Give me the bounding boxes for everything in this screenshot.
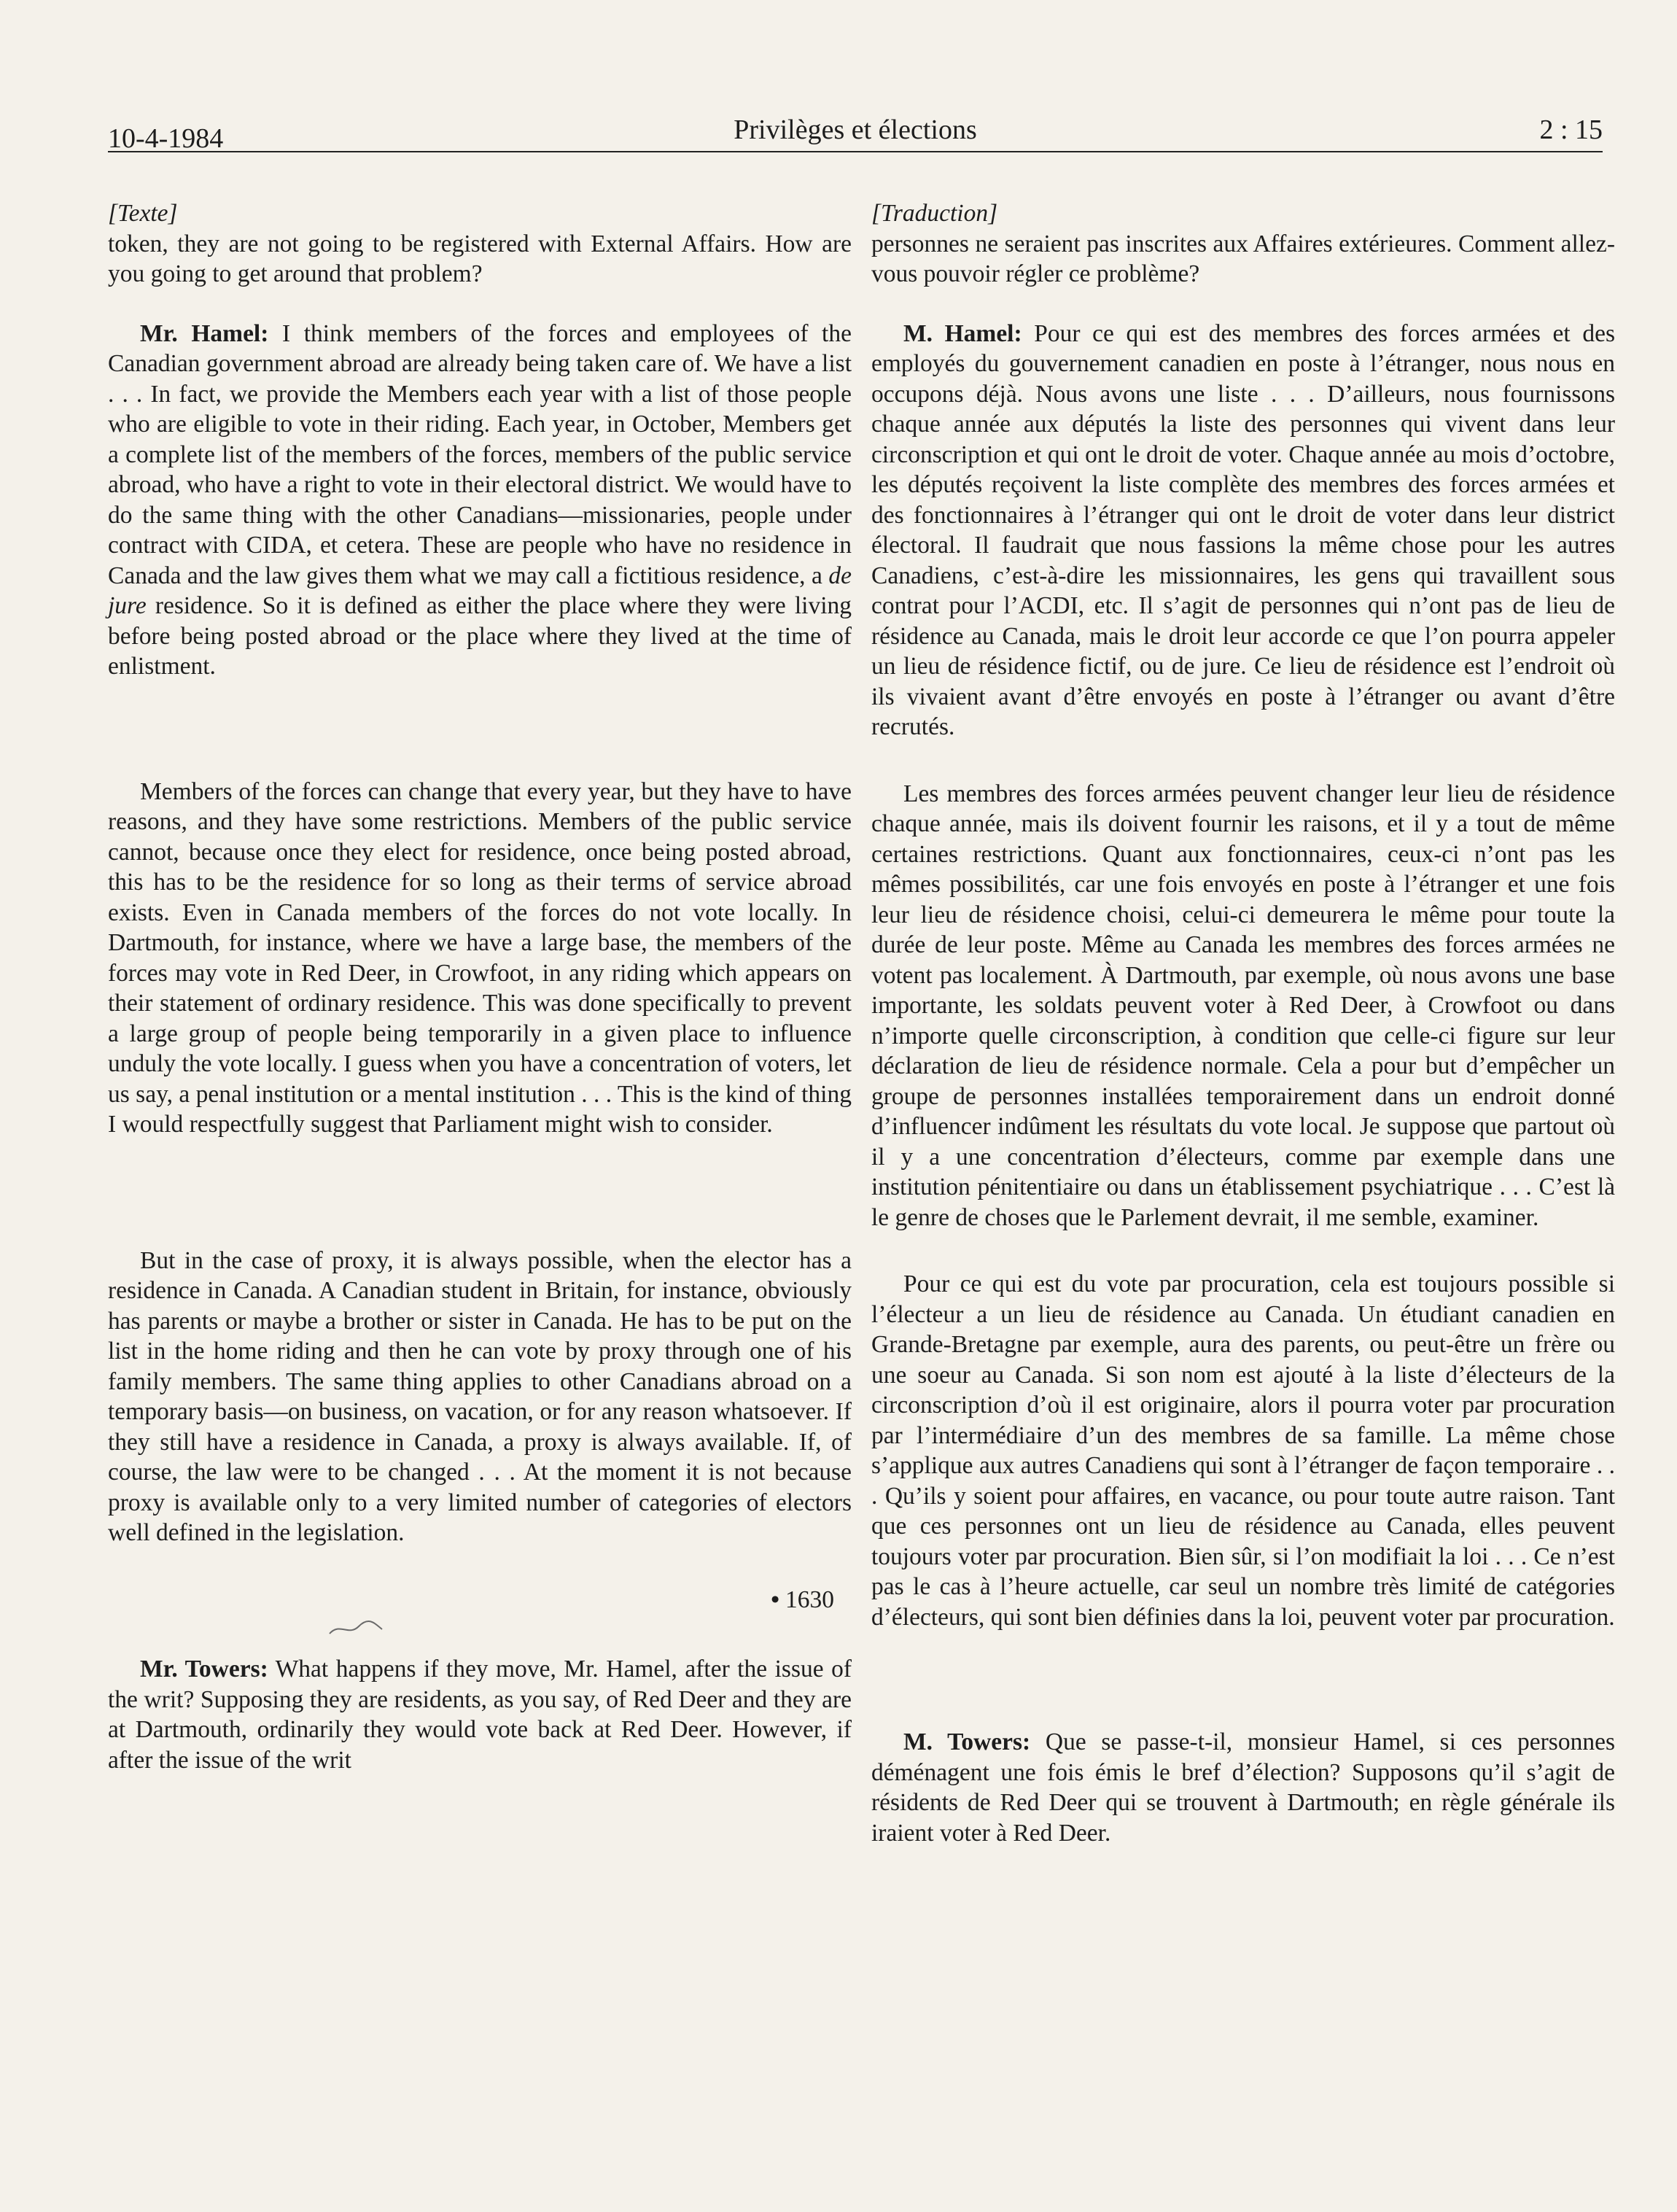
speaker-name: M. Hamel: <box>903 319 1022 347</box>
timecode-value: 1630 <box>785 1586 834 1613</box>
language-marker-text: [Texte] <box>108 200 178 227</box>
english-column <box>108 198 852 1775</box>
language-marker-translation: [Traduction] <box>871 200 998 227</box>
speaker-name: Mr. Hamel: <box>140 319 269 347</box>
bullet-icon: • <box>771 1586 779 1613</box>
paragraph-towers-question <box>108 1654 852 1775</box>
header-date: 10-4-1984 <box>108 123 224 154</box>
header-page-number: 2 : 15 <box>1539 115 1603 145</box>
french-column <box>871 198 1615 1848</box>
paragraph-continuation: personnes ne seraient pas inscrites aux Affaires extérieures. Comment allez-vous pouvoir régler ce problème? <box>871 230 1615 287</box>
speaker-name: Mr. Towers: <box>140 1656 268 1683</box>
paragraph-text: What happens if they move, Mr. Hamel, after the issue of the writ? Supposing they are residents, as you say, of Red Deer and they are at Dartmouth, ordinarily they would vote back at Red Deer. However, if after the issue of the writ <box>108 1656 852 1774</box>
paragraph-proxy: Pour ce qui est du vote par procuration, cela est toujours possible si l’électeur a un lieu de résidence au Canada. Un étudiant canadien en Grande-Bretagne par exemple, aura des parents, ou peut-être un frère ou une soeur au Canada. Si son nom est ajouté à la liste d’électeurs de la circonscription d’où il est originaire, alors il pourra voter par procuration par l’intermédiaire d’un des membres de sa famille. La même chose s’applique aux autres Canadiens qui sont à l’étranger de façon temporaire . . . Qu’ils y soient pour affaires, en vacance, ou pour toute autre raison. Tant que ces personnes ont un lieu de résidence au Canada, elles peuvent toujours voter par procuration. Bien sûr, si l’on modifiait la loi . . . Ce n’est pas le cas à l’heure actuelle, car seul un nombre très limité de catégories d’électeurs, qui sont bien définies dans la loi, peuvent voter par procuration. <box>871 1270 1615 1631</box>
speaker-name: M. Towers: <box>903 1728 1031 1755</box>
paragraph-text: residence. So it is defined as either the place where they were living before being posted abroad or the place where they lived at the time of enlistment. <box>108 592 852 680</box>
paragraph-hamel-reply <box>871 319 1615 742</box>
paragraph-towers-question <box>871 1727 1615 1848</box>
header-title: Privilèges et élections <box>734 115 977 145</box>
handwritten-mark <box>327 1615 385 1639</box>
timecode <box>108 1585 852 1615</box>
paragraph-forces: Les membres des forces armées peuvent changer leur lieu de résidence chaque année, mais ils doivent fournir les raisons, et il y a tout de même certaines restrictions. Quant aux fonctionnaires, ceux-ci n’ont pas les mêmes possibilités, car une fois envoyés en poste à l’étranger et une fois leur lieu de résidence choisi, celui-ci demeurera le même pour toute la durée de leur poste. Même au Canada les membres des forces armées ne votent pas localement. À Dartmouth, par exemple, où nous avons une base importante, les soldats peuvent voter à Red Deer, à Crowfoot ou dans n’importe quelle circonscription, à condition que celle-ci figure sur leur déclaration de lieu de résidence normale. Cela a pour but d’empêcher un groupe de personnes installées temporairement dans un endroit donné d’influencer indûment les résultats du vote local. Je suppose que partout où il y a une concentration d’électeurs, comme par exemple dans une institution pénitentiaire ou dans un établissement psychiatrique . . . C’est là le genre de choses que le Parlement devrait, il me semble, examiner. <box>871 780 1615 1231</box>
italic-term: de jure <box>108 562 852 619</box>
paragraph-hamel-reply <box>108 319 852 682</box>
paragraph-continuation: token, they are not going to be registered with External Affairs. How are you going to get around that problem? <box>108 230 852 287</box>
header-rule <box>108 151 1603 152</box>
page-header <box>108 108 1603 154</box>
paragraph-text: Que se passe-t-il, monsieur Hamel, si ces personnes déménagent une fois émis le bref d’élection? Supposons qu’il s’agit de résidents de Red Deer qui se trouvent à Dartmouth; en règle générale ils iraient voter à Red Deer. <box>871 1728 1615 1847</box>
paragraph-text: Pour ce qui est des membres des forces armées et des employés du gouvernement canadien en poste à l’étranger, nous nous en occupons déjà. Nous avons une liste . . . D’ailleurs, nous fournissons chaque année aux députés la liste des personnes qui vivent dans leur circonscription et qui ont le droit de voter. Chaque année au mois d’octobre, les députés reçoivent la liste complète des membres des forces armées et des fonctionnaires à l’étranger qui ont le droit de voter dans leur district électoral. Il faudrait que nous fassions la même chose pour les autres Canadiens, c’est-à-dire les missionnaires, les gens qui travaillent sous contrat pour l’ACDI, etc. Il s’agit de personnes qui n’ont pas de lieu de résidence au Canada, mais le droit leur accorde ce que l’on pourra appeler un lieu de résidence fictif, ou de jure. Ce lieu de résidence est l’endroit où ils vivaient avant d’être envoyés en poste à l’étranger ou avant d’être recrutés. <box>871 319 1615 740</box>
paragraph-forces: Members of the forces can change that every year, but they have to have reasons, and they have some restrictions. Members of the public service cannot, because once they elect for residence, once being posted abroad, this has to be the residence for so long as their terms of service abroad exists. Even in Canada members of the forces do not vote locally. In Dartmouth, for instance, where we have a large base, the members of the forces may vote in Red Deer, in Crowfoot, in any riding which appears on their statement of ordinary residence. This was done specifically to prevent a large group of people being temporarily in a given place to influence unduly the vote locally. I guess when you have a concentration of voters, let us say, a penal institution or a mental institution . . . This is the kind of thing I would respectfully suggest that Parliament might wish to consider. <box>108 777 852 1138</box>
paragraph-text: I think members of the forces and employees of the Canadian government abroad are already being taken care of. We have a list . . . In fact, we provide the Members each year with a list of those people who are eligible to vote in their riding. Each year, in October, Members get a complete list of the members of the forces, members of the public service abroad, who have a right to vote in their electoral district. We would have to do the same thing with the other Canadians—missionaries, people under contract with CIDA, et cetera. These are people who have no residence in Canada and the law gives them what we may call a fictitious residence, a <box>108 319 852 589</box>
paragraph-proxy: But in the case of proxy, it is always possible, when the elector has a residence in Canada. A Canadian student in Britain, for instance, obviously has parents or maybe a brother or sister in Canada. He has to be put on the list in the home riding and then he can vote by proxy through one of his family members. The same thing applies to other Canadians abroad on a temporary basis—on business, on vacation, or for any reason whatsoever. If they still have a residence in Canada, a proxy is always available. If, of course, the law were to be changed . . . At the moment it is not because proxy is available only to a very limited number of categories of electors well defined in the legislation. <box>108 1246 852 1546</box>
